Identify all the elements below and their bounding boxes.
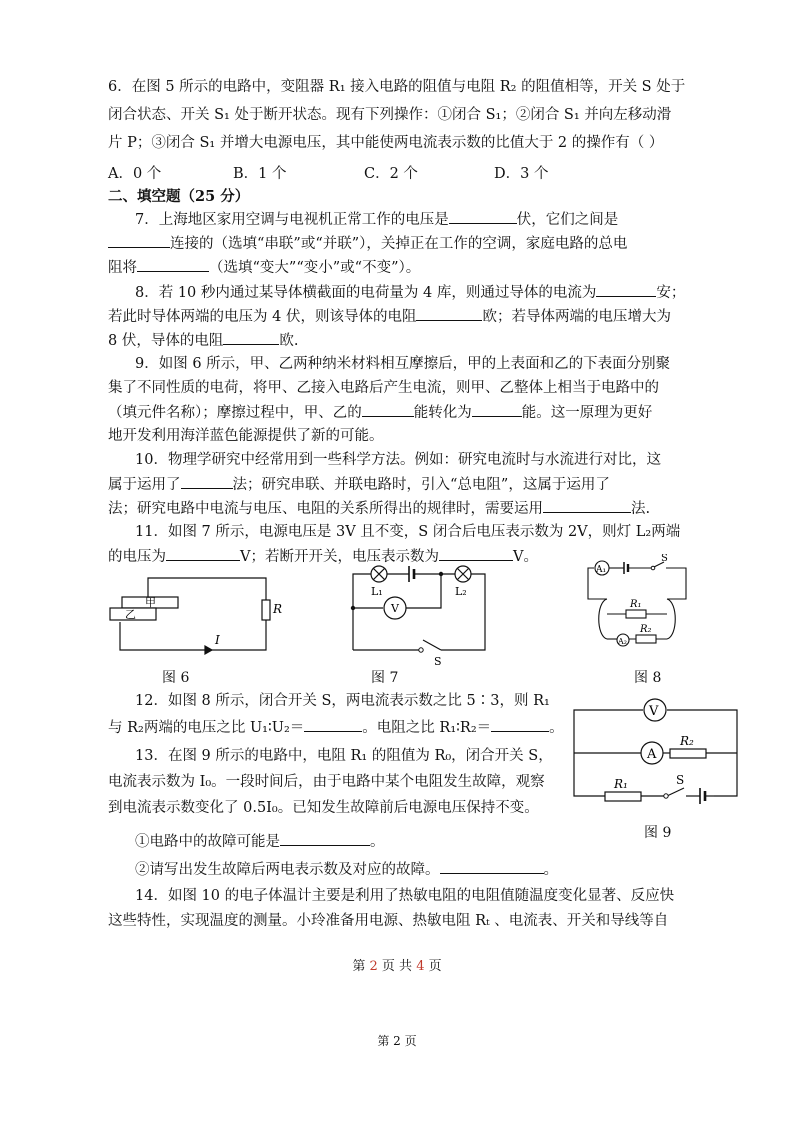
ammeter-label: A bbox=[647, 747, 657, 762]
q7-line-3: 阻将 （选填“变大”“变小”或“不变”）。 bbox=[108, 256, 698, 279]
figure-9-caption: 图 9 bbox=[644, 825, 672, 841]
q10-line-1: 10．物理学研究中经常用到一些科学方法。例如：研究电流时与水流进行对比，这 bbox=[135, 452, 661, 468]
answer-blank[interactable] bbox=[181, 473, 233, 489]
q14-line-2: 这些特性，实现温度的测量。小玲准备用电源、热敏电阻 Rₜ 、电流表、开关和导线等自 bbox=[108, 913, 669, 929]
answer-blank[interactable] bbox=[137, 256, 209, 272]
answer-blank[interactable] bbox=[491, 716, 549, 732]
answer-blank[interactable] bbox=[472, 401, 522, 417]
current-i-label: I bbox=[215, 633, 220, 647]
page-footer: 第 2 页 共 4 页 bbox=[352, 959, 442, 974]
q9-line-4: 地开发利用海洋蓝色能源提供了新的可能。 bbox=[108, 428, 384, 444]
q13-line-1: 13．在图 9 所示的电路中，电阻 R₁ 的阻值为 R₀，闭合开关 S， bbox=[135, 748, 553, 764]
q13-line-3: 到电流表示数变化了 0.5I₀。已知发生故障前后电源电压保持不变。 bbox=[108, 800, 539, 816]
q12-line-1: 12．如图 8 所示，闭合开关 S，两电流表示数之比 5∶3，则 R₁ bbox=[135, 693, 550, 709]
q9-line-1: 9．如图 6 所示，甲、乙两种纳米材料相互摩擦后，甲的上表面和乙的下表面分别聚 bbox=[135, 356, 671, 372]
voltmeter-label: V bbox=[649, 704, 659, 719]
q6-option-b: B．1 个 bbox=[233, 166, 287, 182]
q12-line-2: 与 R₂两端的电压之比 U₁∶U₂＝ 。电阻之比 R₁∶R₂＝ 。 bbox=[108, 716, 568, 739]
switch-s-label: S bbox=[661, 554, 668, 564]
material-jia-label: 甲 bbox=[145, 596, 156, 609]
answer-blank[interactable] bbox=[304, 716, 362, 732]
figure-7-caption: 图 7 bbox=[371, 670, 399, 686]
ammeter-a2-label: A₂ bbox=[618, 637, 627, 646]
q11-line-1: 11．如图 7 所示，电源电压是 3V 且不变，S 闭合后电压表示数为 2V，则灯 L₂两端 bbox=[135, 524, 681, 540]
resistor-r-label: R bbox=[273, 602, 283, 616]
q6-option-a: A．0 个 bbox=[108, 166, 162, 182]
q6-line-1: 6．在图 5 所示的电路中，变阻器 R₁ 接入电路的阻值与电阻 R₂ 的阻值相等，开关 S 处于 bbox=[108, 79, 686, 95]
figure-8-caption: 图 8 bbox=[634, 670, 662, 686]
total-page-number: 4 bbox=[416, 959, 425, 974]
answer-blank[interactable] bbox=[416, 305, 482, 321]
answer-blank[interactable] bbox=[596, 281, 656, 297]
answer-blank[interactable] bbox=[108, 232, 170, 248]
answer-blank[interactable] bbox=[362, 401, 414, 417]
q6-option-d: D．3 个 bbox=[494, 166, 549, 182]
q6-line-3: 片 P；③闭合 S₁ 并增大电源电压，其中能使两电流表示数的比值大于 2 的操作有（ ） bbox=[108, 135, 664, 151]
ammeter-a1-label: A₁ bbox=[596, 565, 607, 575]
q14-line-1: 14．如图 10 的电子体温计主要是利用了热敏电阻的电阻值随温度变化显著、反应快 bbox=[135, 888, 675, 904]
q10-line-3: 法；研究电路中电流与电压、电阻的关系所得出的规律时，需要运用 法. bbox=[108, 497, 698, 520]
answer-blank[interactable] bbox=[543, 497, 631, 513]
q8-line-1: 8．若 10 秒内通过某导体横截面的电荷量为 4 库，则通过导体的电流为 安； bbox=[135, 281, 725, 304]
q7-line-1: 7．上海地区家用空调与电视机正常工作的电压是 伏，它们之间是 bbox=[135, 208, 725, 231]
q6-line-2: 闭合状态、开关 S₁ 处于断开状态。现有下列操作：①闭合 S₁；②闭合 S₁ 并向左移动滑 bbox=[108, 107, 672, 123]
q13-line-4: ①电路中的故障可能是 。 bbox=[135, 830, 575, 853]
answer-blank[interactable] bbox=[439, 545, 513, 561]
figure-9-diagram bbox=[570, 696, 742, 820]
q10-line-2: 属于运用了 法；研究串联、并联电路时，引入“总电阻”，这属于运用了 bbox=[108, 473, 698, 496]
figure-8-diagram bbox=[582, 554, 692, 659]
answer-blank[interactable] bbox=[449, 208, 517, 224]
resistor-r2-label: R₂ bbox=[640, 624, 652, 635]
q7-line-2: 连接的（选填“串联”或“并联”），关掉正在工作的空调，家庭电路的总电 bbox=[108, 232, 698, 255]
q9-line-2: 集了不同性质的电荷，将甲、乙接入电路后产生电流，则甲、乙整体上相当于电路中的 bbox=[108, 380, 659, 396]
figure-7-diagram bbox=[345, 560, 495, 668]
current-page-number: 2 bbox=[369, 959, 378, 974]
q8-line-2: 若此时导体两端的电压为 4 伏，则该导体的电阻 欧；若导体两端的电压增大为 bbox=[108, 305, 698, 328]
q6-option-c: C．2 个 bbox=[364, 166, 418, 182]
page-bottom-label: 第 2 页 bbox=[377, 1034, 417, 1048]
q8-line-3: 8 伏，导体的电阻 欧. bbox=[108, 329, 698, 352]
figure-6-caption: 图 6 bbox=[162, 670, 190, 686]
section-heading: 二、填空题（25 分） bbox=[108, 188, 250, 205]
answer-blank[interactable] bbox=[440, 858, 544, 874]
q9-line-3: （填元件名称）；摩擦过程中，甲、乙的 能转化为 能。这一原理为更好 bbox=[108, 401, 698, 424]
lamp-l1-label: L₁ bbox=[371, 585, 383, 598]
answer-blank[interactable] bbox=[223, 329, 279, 345]
answer-blank[interactable] bbox=[166, 545, 240, 561]
voltmeter-label: V bbox=[391, 602, 399, 615]
answer-blank[interactable] bbox=[280, 830, 370, 846]
figure-6-diagram bbox=[100, 570, 290, 665]
q13-line-5: ②请写出发生故障后两电表示数及对应的故障。 。 bbox=[135, 858, 655, 881]
resistor-r1-label: R₁ bbox=[614, 777, 628, 791]
switch-s-label: S bbox=[676, 773, 685, 787]
q13-line-2: 电流表示数为 I₀。一段时间后，由于电路中某个电阻发生故障，观察 bbox=[108, 774, 545, 790]
resistor-r2-label: R₂ bbox=[680, 734, 694, 748]
resistor-r1-label: R₁ bbox=[630, 599, 642, 610]
lamp-l2-label: L₂ bbox=[455, 585, 467, 598]
material-yi-label: 乙 bbox=[125, 608, 136, 621]
q11-line-2: 的电压为 V；若断开开关，电压表示数为 V。 bbox=[108, 545, 698, 568]
switch-s-label: S bbox=[434, 655, 442, 668]
